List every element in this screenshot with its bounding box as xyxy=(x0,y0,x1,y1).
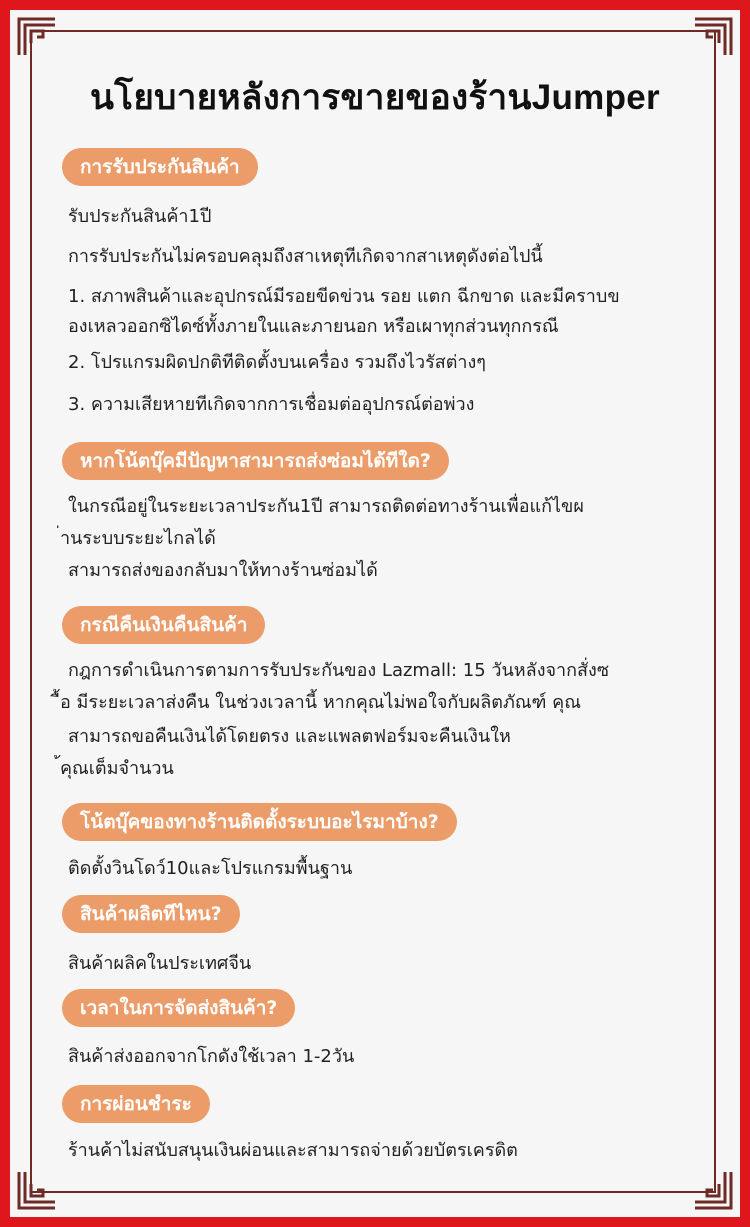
refund-line: สามารถขอคืนเงินได้โดยตรง และแพลตฟอร์มจะคืนเงินให xyxy=(68,726,511,747)
corner-ornament-icon xyxy=(17,17,57,57)
section-heading-repair: หากโน้ตบุ๊คมีปัญหาสามารถส่งซ่อมได้ทีใด? xyxy=(62,442,449,480)
corner-ornament-icon xyxy=(693,1170,733,1210)
warranty-line: 3. ความเสียหายทีเกิดจากการเชื่อมต่ออุปกรณ์ต่อพ่วง xyxy=(68,394,475,415)
installments-line: ร้านค้าไม่สนับสนุนเงินผ่อนและสามารถจ่ายด้วยบัตรเครดิต xyxy=(68,1140,518,1161)
warranty-line: 2. โปรแกรมผิดปกติทีติดตั้งบนเครื่อง รวมถึงไวรัสต่างๆ xyxy=(68,352,486,373)
origin-line: สินค้าผลิคในประเทศจีน xyxy=(68,953,252,974)
corner-ornament-icon xyxy=(693,17,733,57)
installed-software-line: ติดตั้งวินโดว์10และโปรแกรมพื้นฐาน xyxy=(68,858,353,879)
refund-line: ้คุณเต็มจำนวน xyxy=(60,758,174,779)
refund-line: ื้อ มีระยะเวลาส่งคืน ในช่วงเวลานี้ หากคุณไม่พอใจกับผลิตภัณฑ์ คุณ xyxy=(60,692,581,713)
shipping-line: สินค้าส่งออกจากโกดังใช้เวลา 1-2วัน xyxy=(68,1046,355,1067)
section-heading-installments: การผ่อนชำระ xyxy=(62,1085,210,1123)
section-heading-origin: สินค้าผลิตทีไหน? xyxy=(62,895,240,933)
page-title: นโยบายหลังการขายของร้านJumper xyxy=(90,78,660,117)
warranty-line: 1. สภาพสินค้าและอุปกรณ์มีรอยขีดข่วน รอย แตก ฉีกขาด และมีคราบข xyxy=(68,286,620,307)
repair-line: ในกรณีอยู่ในระยะเวลาประกัน1ปี สามารถติดต่อทางร้านเพื่อแก้ไขผ xyxy=(68,496,584,517)
warranty-line: การรับประกันไม่ครอบคลุมถึงสาเหตุทีเกิดจากสาเหตุดังต่อไปนี้ xyxy=(68,246,543,267)
warranty-line: รับประกันสินค้า1ปี xyxy=(68,206,212,227)
warranty-line: องเหลวออกซิไดซ์ทั้งภายในและภายนอก หรือเผาทุกส่วนทุกกรณี xyxy=(68,316,559,337)
section-heading-refund: กรณีคืนเงินคืนสินค้า xyxy=(62,606,265,644)
corner-ornament-icon xyxy=(17,1170,57,1210)
repair-line: ่านระบบระยะไกลได้ xyxy=(60,528,216,549)
section-heading-shipping: เวลาในการจัดส่งสินค้า? xyxy=(62,989,295,1027)
refund-line: กฎการดำเนินการตามการรับประกันของ Lazmall: 15 วันหลังจากสั่งซ xyxy=(68,660,610,681)
repair-line: สามารถส่งของกลับมาให้ทางร้านซ่อมได้ xyxy=(68,560,378,581)
section-heading-warranty: การรับประกันสินค้า xyxy=(62,148,258,186)
section-heading-installed-software: โน้ตบุ๊คของทางร้านติดตั้งระบบอะไรมาบ้าง? xyxy=(62,803,457,841)
